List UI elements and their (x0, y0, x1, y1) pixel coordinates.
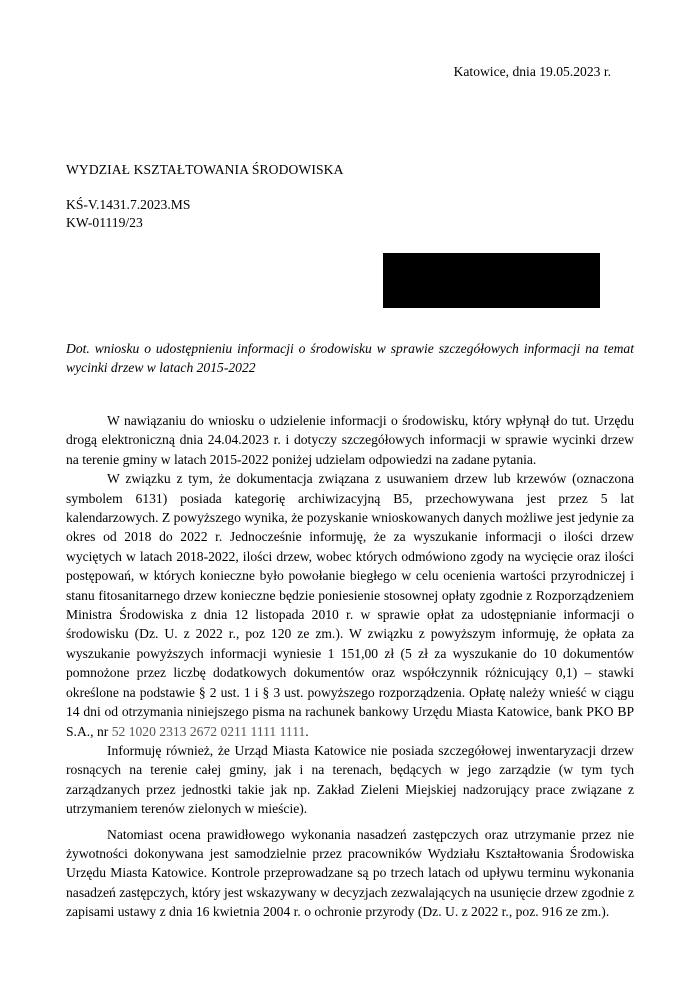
letter-subject: Dot. wniosku o udostępnieniu informacji o środowisku w sprawie szczegółowych informacji na temat wycinki drzew w latach 2015-2022 (66, 341, 634, 375)
paragraph-2-end: . (305, 723, 309, 739)
bank-account-number: 52 1020 2313 2672 0211 1111 1111 (111, 723, 306, 739)
reference-kw-number: KW-01119/23 (66, 214, 143, 230)
department-name: WYDZIAŁ KSZTAŁTOWANIA ŚRODOWISKA (66, 162, 344, 177)
paragraph-4: Natomiast ocena prawidłowego wykonania nasadzeń zastępczych oraz utrzymanie przez nie żywotności dokonywana jest samodzielnie przez pracowników Wydziału Kształtowania Środowiska Urzędu Miasta Katowice. Kontrole przeprowadzane są po trzech latach od upływu terminu wykonania nasadzeń zastępczych, który jest wskazywany w decyzjach zezwalających na usunięcie drzew zgodnie z zapisami ustawy z dnia 16 kwietnia 2004 r. o ochronie przyrody (Dz. U. z 2022 r., poz. 916 ze zm.). (66, 826, 634, 920)
paragraph-1: W nawiązaniu do wniosku o udzielenie informacji o środowisku, który wpłynął do tut. Urzędu drogą elektroniczną dnia 24.04.2023 r. i dotyczy szczegółowych informacji w sprawie wycinki drzew na terenie gminy w latach 2015-2022 poniżej udzielam odpowiedzi na zadane pytania. (66, 413, 634, 467)
paragraph-3: Informuję również, że Urząd Miasta Katowice nie posiada szczegółowej inwentaryzacji drzew rosnących na terenie całej gminy, jak i na terenach, będących w jego zarządzie (w tym tych zarządzanych przez jednostki takie jak np. Zakład Zieleni Miejskiej nadzorujący prace związane z utrzymaniem terenów zielonych w mieście). (66, 742, 634, 817)
reference-block (66, 196, 190, 231)
paragraph-2-text: W związku z tym, że dokumentacja związana z usuwaniem drzew lub krzewów (oznaczona symbolem 6131) posiada kategorię archiwizacyjną B5, przechowywana jest przez 5 lat kalendarzowych. Z powyższego wynika, że pozyskanie wnioskowanych danych możliwe jest jedynie za okres od 2018 do 2022 r. Jednocześnie informuję, że za wyszukanie informacji o ilości drzew wyciętych w latach 2018-2022, ilości drzew, wobec których odmówiono zgody na wycięcie oraz ilości postępowań, w których konieczne było powołanie biegłego w celu ocenienia wartości przyrodniczej i stanu fitosanitarnego drzew konieczne będzie poniesienie stosownej opłaty zgodnie z Rozporządzeniem Ministra Środowiska z dnia 12 listopada 2010 r. w sprawie opłat za udostępnianie informacji o środowisku (Dz. U. z 2022 r., poz 120 ze zm.). W związku z powyższym informuję, że opłata za wyszukanie powyższych informacji wyniesie 1 151,00 zł (5 zł za wyszukanie do 10 dokumentów pomnożone przez liczbę dodatkowych dokumentów oraz współczynnik różnicujący 0,1) – stawki określone na podstawie § 2 ust. 1 i § 3 ust. powyższego rozporządzenia. Opłatę należy wnieść w ciągu 14 dni od otrzymania niniejszego pisma na rachunek bankowy Urzędu Miasta Katowice, bank PKO BP S.A., nr (66, 471, 634, 739)
letter-body (66, 411, 634, 922)
paragraph-2 (66, 469, 634, 741)
redacted-recipient-block (383, 253, 600, 308)
reference-number: KŚ-V.1431.7.2023.MS (66, 197, 191, 212)
letter-date: Katowice, dnia 19.05.2023 r. (453, 64, 611, 79)
